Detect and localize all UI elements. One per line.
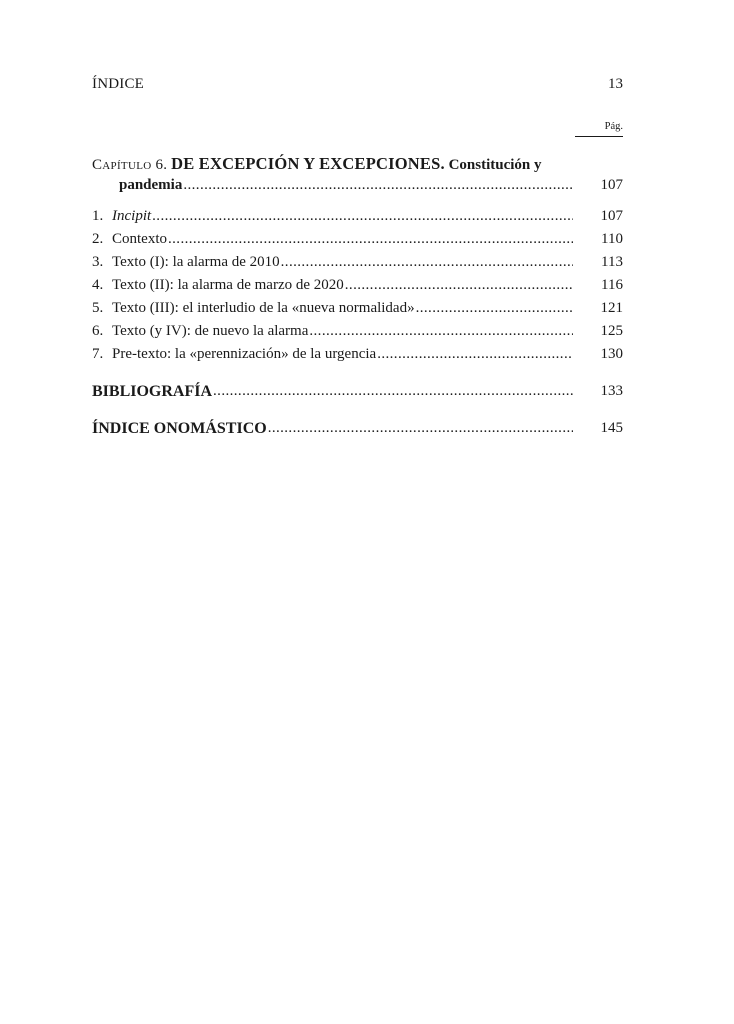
running-title: ÍNDICE [92, 76, 145, 92]
section-page: 125 [600, 323, 623, 339]
section-label: Texto (III): el interludio de la «nueva normalidad» [112, 300, 415, 316]
section-label: Pre-texto: la «perennización» de la urgencia [112, 346, 377, 362]
section-label: Texto (I): la alarma de 2010 [112, 254, 280, 270]
section-label: Texto (II): la alarma de marzo de 2020 [112, 277, 344, 293]
toc-entry-1 [92, 205, 623, 228]
chapter-page: 107 [600, 177, 623, 193]
section-number: 6. [92, 323, 104, 339]
section-page: 121 [600, 300, 623, 316]
dot-leader [309, 320, 573, 343]
section-page: 116 [601, 277, 623, 293]
section-label: Texto (y IV): de nuevo la alarma [112, 323, 309, 339]
onomastic-index-page: 145 [600, 420, 623, 436]
section-number: 5. [92, 300, 104, 316]
section-number: 2. [92, 231, 104, 247]
table-of-contents [92, 154, 623, 440]
bibliography-page: 133 [600, 383, 623, 399]
dot-leader [281, 251, 573, 274]
toc-entry-6 [92, 320, 623, 343]
dot-leader [268, 417, 573, 440]
chapter-entry [92, 174, 623, 197]
dot-leader [416, 297, 573, 320]
section-number: 4. [92, 277, 104, 293]
dot-leader [345, 274, 573, 297]
page-number: 13 [608, 76, 623, 92]
dot-leader [152, 205, 573, 228]
chapter-subtitle-part1: Constitución y [448, 157, 542, 173]
section-page: 107 [600, 208, 623, 224]
toc-entry-5 [92, 297, 623, 320]
chapter-prefix: Capítulo 6. [92, 157, 168, 173]
dot-leader [168, 228, 573, 251]
toc-entry-bibliography [92, 380, 623, 403]
chapter-heading [92, 154, 576, 174]
section-label: Contexto [112, 231, 167, 247]
section-number: 3. [92, 254, 104, 270]
dot-leader [213, 380, 573, 403]
section-page: 113 [601, 254, 623, 270]
page-column-label: Pág. [575, 120, 623, 137]
dot-leader [183, 174, 573, 197]
toc-entry-4 [92, 274, 623, 297]
bibliography-label: BIBLIOGRAFÍA [92, 383, 213, 400]
dot-leader [377, 343, 573, 366]
toc-entry-2 [92, 228, 623, 251]
toc-entry-7 [92, 343, 623, 366]
chapter-subtitle-part2: pandemia [119, 177, 183, 193]
section-page: 110 [601, 231, 623, 247]
section-number: 7. [92, 346, 104, 362]
toc-entry-onomastic-index [92, 417, 623, 440]
section-number: 1. [92, 208, 104, 224]
section-label: Incipit [112, 208, 152, 224]
toc-entry-3 [92, 251, 623, 274]
chapter-title: DE EXCEPCIÓN Y EXCEPCIONES. [171, 154, 445, 173]
section-page: 130 [600, 346, 623, 362]
onomastic-index-label: ÍNDICE ONOMÁSTICO [92, 420, 267, 437]
